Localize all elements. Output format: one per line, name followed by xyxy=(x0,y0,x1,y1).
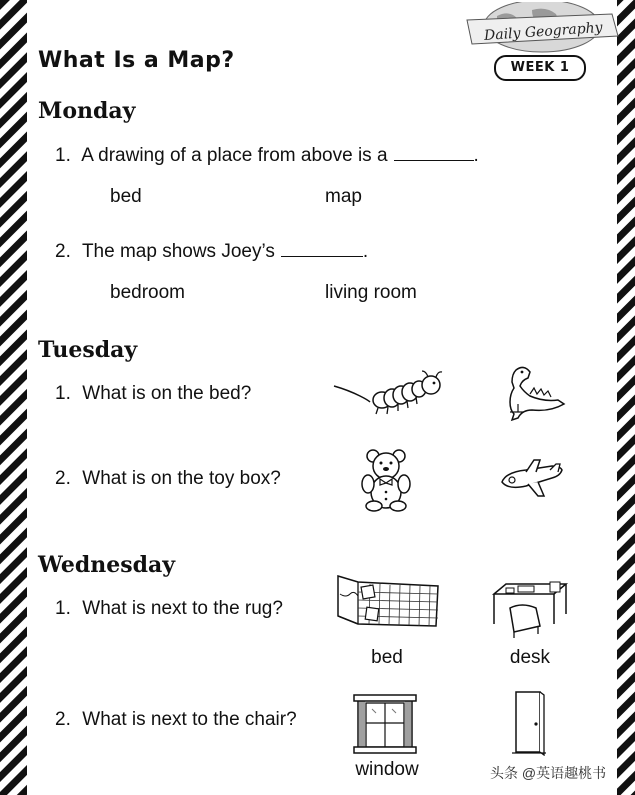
monday-question-1 xyxy=(55,145,479,167)
door-picture[interactable] xyxy=(512,690,546,756)
question-number: 1. xyxy=(55,383,71,404)
picture-caption-bed: bed xyxy=(371,647,403,668)
question-number: 2. xyxy=(55,468,71,489)
question-text: What is next to the chair? xyxy=(82,709,297,730)
question-number: 2. xyxy=(55,709,71,730)
question-text: The map shows Joey’s xyxy=(81,241,275,262)
page-title: What Is a Map? xyxy=(38,48,235,73)
monday-question-2 xyxy=(55,241,368,263)
question-number: 1. xyxy=(55,145,71,166)
tuesday-heading: Tuesday xyxy=(38,337,138,363)
answer-blank[interactable] xyxy=(394,160,474,161)
week-label: WEEK 1 xyxy=(494,55,586,81)
question-text: What is on the toy box? xyxy=(82,468,281,489)
question-text: What is on the bed? xyxy=(82,383,252,404)
question-text: What is next to the rug? xyxy=(82,598,283,619)
answer-blank[interactable] xyxy=(281,256,363,257)
desk-picture[interactable] xyxy=(490,578,570,640)
caterpillar-toy-picture[interactable] xyxy=(332,370,444,418)
question-text: A drawing of a place from above is a xyxy=(81,145,388,166)
teddy-bear-picture[interactable] xyxy=(358,448,414,512)
wednesday-question-1 xyxy=(55,598,283,620)
answer-option-bedroom[interactable]: bedroom xyxy=(110,282,185,303)
tuesday-question-2 xyxy=(55,468,281,490)
window-picture[interactable] xyxy=(352,693,418,757)
wednesday-question-2 xyxy=(55,709,297,731)
watermark-text: 头条 @英语趣桃书 xyxy=(490,765,607,781)
monday-heading: Monday xyxy=(38,98,136,124)
question-number: 1. xyxy=(55,598,71,619)
answer-option-map[interactable]: map xyxy=(325,186,362,207)
question-end: . xyxy=(473,145,479,166)
question-number: 2. xyxy=(55,241,71,262)
question-end: . xyxy=(362,241,369,262)
wednesday-heading: Wednesday xyxy=(38,552,176,578)
bed-picture[interactable] xyxy=(336,572,440,638)
answer-option-bed[interactable]: bed xyxy=(110,186,142,207)
tuesday-question-1 xyxy=(55,383,251,405)
badge-text: Daily Geography xyxy=(483,19,604,45)
picture-caption-desk: desk xyxy=(509,647,551,668)
picture-caption-window: window xyxy=(355,759,419,780)
dinosaur-toy-picture[interactable] xyxy=(500,364,570,424)
toy-airplane-picture[interactable] xyxy=(498,458,564,500)
answer-option-living-room[interactable]: living room xyxy=(325,282,417,303)
